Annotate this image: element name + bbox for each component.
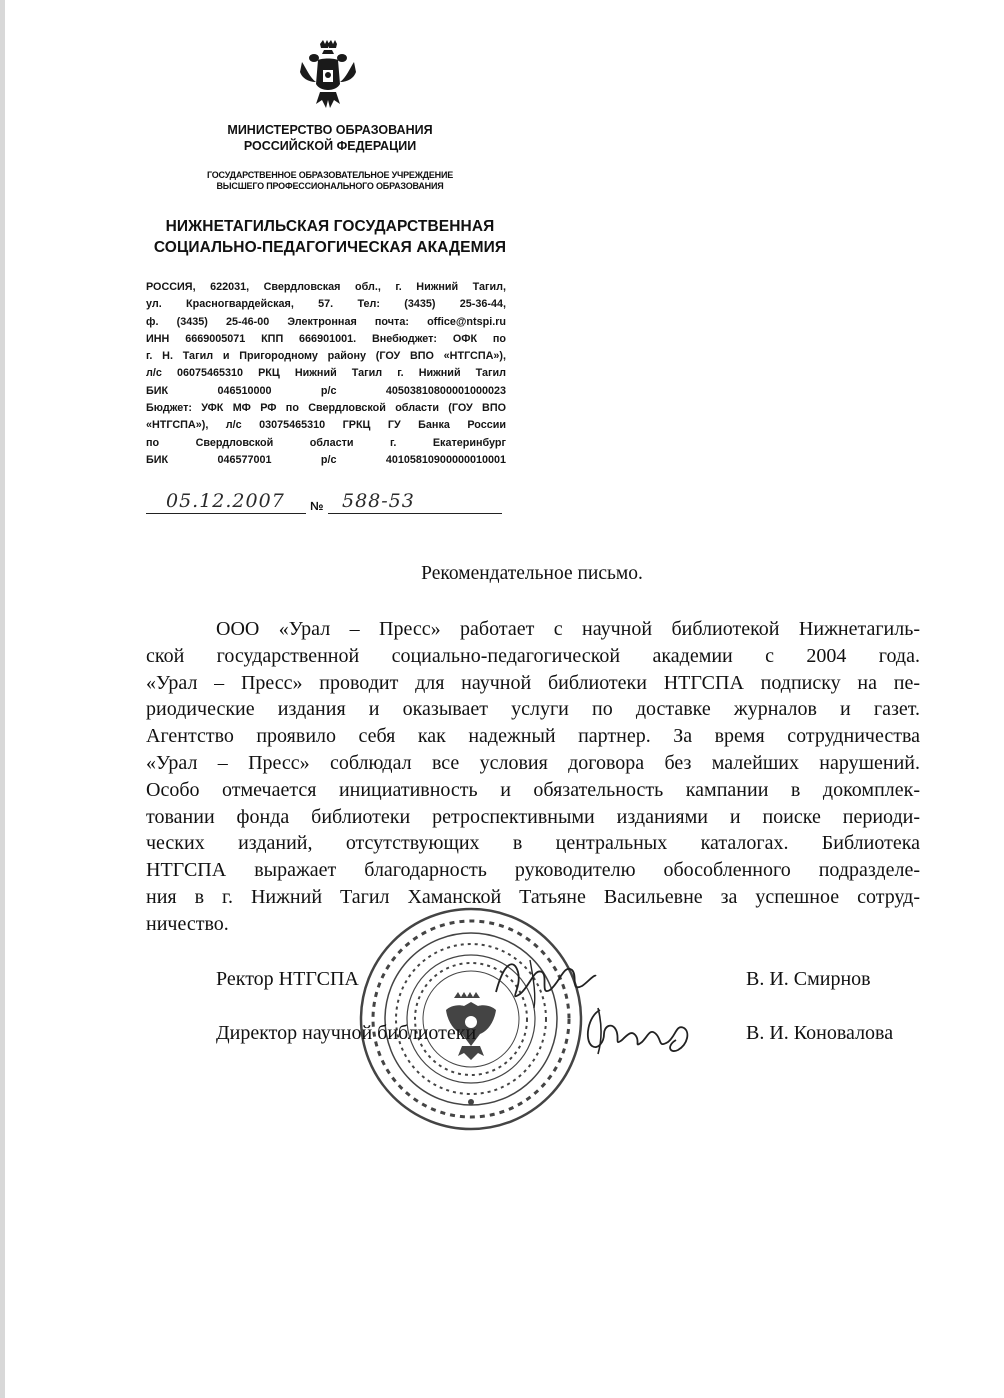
requisites-line: ул. Красногвардейская, 57. Тел: (3435) 25-36-44, — [146, 298, 506, 311]
body-line: ничество. — [146, 912, 229, 935]
rector-name: В. И. Смирнов — [746, 968, 871, 990]
requisites-line: по Свердловской области г. Екатеринбург — [146, 436, 506, 449]
body-line: ООО «Урал – Пресс» работает с научной библиотекой Нижнетагиль- — [216, 618, 920, 640]
body-line: Агентство проявило себя как надежный партнер. За время сотрудничества — [146, 725, 920, 748]
director-signature — [580, 1000, 700, 1060]
academy-name-line: СОЦИАЛЬНО-ПЕДАГОГИЧЕСКАЯ АКАДЕМИЯ — [153, 239, 507, 256]
body-line: ния в г. Нижний Тагил Хаманской Татьяне Васильевне за успешное сотруд- — [146, 885, 920, 908]
scan-edge — [0, 0, 5, 1398]
requisites-line: «НТГСПА»), л/с 03075465310 ГРКЦ ГУ Банка России — [146, 419, 506, 432]
institution-type — [140, 170, 520, 192]
requisites-line: л/с 06075465310 РКЦ Нижний Тагил г. Нижний Тагил — [146, 367, 506, 380]
ministry-line: МИНИСТЕРСТВО ОБРАЗОВАНИЯ — [227, 123, 433, 137]
body-line: товании фонда библиотеки ретроспективными изданиями и поиске периоди- — [146, 805, 920, 828]
letter-body — [146, 616, 920, 938]
requisites-line: РОССИЯ, 622031, Свердловская обл., г. Нижний Тагил, — [146, 281, 506, 293]
handwritten-date: 05.12.2007 — [166, 490, 285, 512]
body-line: ской государственной социально-педагогической академии с 2004 года. — [146, 644, 920, 667]
outgoing-date-number — [146, 490, 502, 518]
body-line: ческих изданий, отсутствующих в центральных каталогах. Библиотека — [146, 832, 920, 855]
body-line: НТГСПА выражает благодарность руководителю обособленного подразделе- — [146, 859, 920, 882]
requisites-line: БИК 046577001 р/с 40105810900000010001 — [146, 453, 506, 466]
institution-type-line: ГОСУДАРСТВЕННОЕ ОБРАЗОВАТЕЛЬНОЕ УЧРЕЖДЕНИЕ — [206, 170, 454, 180]
director-name: В. И. Коновалова — [746, 1022, 894, 1044]
number-label: № — [310, 499, 324, 513]
requisites-line: Бюджет: УФК МФ РФ по Свердловской области (ГОУ ВПО — [146, 402, 506, 415]
requisites-line: ИНН 6669005071 КПП 666901001. Внебюджет: ОФК по — [146, 332, 506, 345]
rector-title: Ректор НТГСПА — [216, 968, 359, 990]
academy-name — [140, 216, 520, 258]
requisites-line: ф. (3435) 25-46-00 Электронная почта: office@ntspi.ru — [146, 315, 506, 328]
body-line: Особо отмечается инициативность и обязательность кампании в докомплек- — [146, 778, 920, 801]
official-seal-stamp — [358, 906, 584, 1132]
date-underline — [146, 513, 306, 514]
director-title: Директор научной библиотеки — [216, 1022, 477, 1044]
requisites-block — [146, 279, 506, 469]
academy-name-line: НИЖНЕТАГИЛЬСКАЯ ГОСУДАРСТВЕННАЯ — [165, 218, 495, 235]
double-headed-eagle-emblem-icon — [296, 38, 360, 114]
body-line: риодические издания и оказывает услуги по доставке журналов и газет. — [146, 698, 920, 721]
body-line: «Урал – Пресс» соблюдал все условия договора без малейших нарушений. — [146, 751, 920, 774]
number-underline — [328, 513, 502, 514]
handwritten-number: 588-53 — [342, 490, 415, 512]
body-line: «Урал – Пресс» проводит для научной библиотеки НТГСПА подписку на пе- — [146, 671, 920, 694]
institution-type-line: ВЫСШЕГО ПРОФЕССИОНАЛЬНОГО ОБРАЗОВАНИЯ — [216, 181, 444, 191]
letter-title: Рекомендательное письмо. — [421, 563, 643, 584]
ministry-line: РОССИЙСКОЙ ФЕДЕРАЦИИ — [243, 139, 417, 153]
ministry-header — [140, 122, 520, 154]
requisites-line: БИК 046510000 р/с 40503810800001000023 — [146, 384, 506, 397]
requisites-line: г. Н. Тагил и Пригородному району (ГОУ ВПО «НТГСПА»), — [146, 350, 506, 363]
